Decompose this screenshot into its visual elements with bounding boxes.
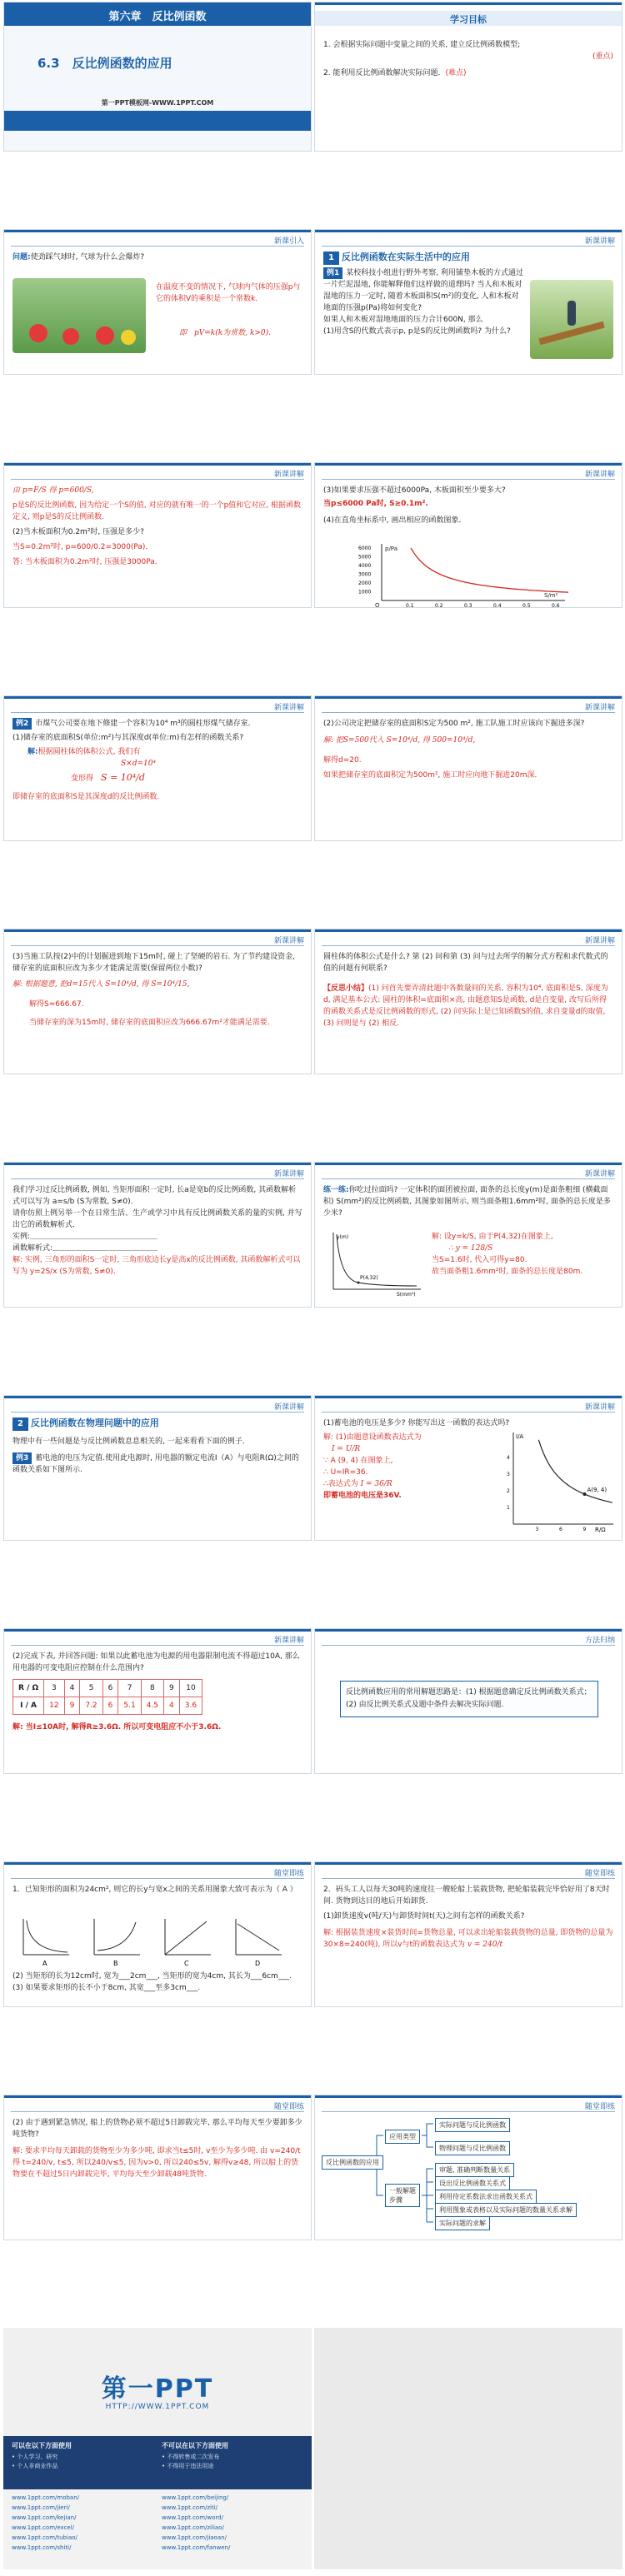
goal-1: 1. 会根据实际问题中变量之间的关系, 建立反比例函数模型; [323, 41, 521, 49]
usage-allowed-title: 可以在以下方面使用 [12, 2442, 72, 2449]
example-text: 蓄电池的电压为定值.使用此电源时, 用电器的额定电流I（A）与电阻R(Ω)之间的函数关系如下图所示. [12, 1454, 299, 1474]
summary-slide [314, 2095, 622, 2240]
x-tick-label: 0.5 [522, 603, 531, 607]
x-tick-label: 0.3 [464, 603, 472, 607]
solution3-slide [3, 929, 312, 1074]
intro-header: 新课引入 [273, 237, 304, 246]
usage-allowed-item: • 个人非商业作品 [12, 2463, 58, 2469]
x-axis-label: S(mm²) [397, 1292, 416, 1298]
point-a-label: A(9, 4) [587, 1487, 608, 1493]
choice-c-label: C [184, 1960, 189, 1967]
footer-links [12, 2494, 303, 2551]
noodle-graph [325, 1231, 425, 1298]
footer-logo: 第一PPT [101, 2374, 214, 2404]
answer-conclusion: 当储存室的深为15m时, 储存室的底面积应改为666.67m²才能满足需要． [29, 1019, 275, 1027]
answer-substitution: 解: 把S=500代入 S=10⁴/d, 得 500=10⁴/d, [323, 736, 476, 745]
answer-label: 解: [28, 748, 38, 756]
choice-c-graph [165, 1919, 211, 1967]
formula-line: 由 p=F/S 得 p=600/S, [12, 486, 94, 495]
answer-conclusion: 即储存室的底面积S是其深度d的反比例函数． [12, 793, 165, 801]
goal-2: 2. 能利用反比例函数解决实际问题． [323, 69, 446, 77]
goals-title: 学习目标 [450, 14, 487, 25]
section-title: 反比例函数在物理问题中的应用 [30, 1418, 159, 1428]
answer-solve: 解得S≈666.67. [29, 1000, 84, 1009]
answer-line-4: ∴表达式为 [323, 1480, 358, 1488]
x-tick-label: 9 [582, 1527, 587, 1532]
choice-a-label: A [42, 1960, 48, 1967]
chapter-title: 第六章 反比例函数 [108, 11, 207, 23]
lecture-header: 新课讲解 [273, 1170, 304, 1178]
question-2: (2)公司决定把储存室的底面积S定为500 m², 施工队施工时应该向下掘进多深? [323, 720, 585, 728]
section-number: 2 [12, 1418, 28, 1431]
formula-blank: 函数解析式:＿＿＿＿＿＿＿＿＿＿＿＿＿＿ [12, 1244, 158, 1253]
tree-leaf: 利用图象或表格以及实际问题的数量关系求解 [435, 2203, 577, 2217]
answer-calc: 当S=1.6时, 代入可得y=80. [432, 1256, 528, 1264]
choice-d-label: D [255, 1960, 261, 1967]
blank-slide [314, 2328, 622, 2569]
answer-substitution: 解: 根据题意, 把d=15代入 S=10⁴/d, 得 S=10⁴/15, [12, 980, 190, 989]
lesson-title: 6.3 反比例函数的应用 [38, 56, 172, 71]
question-1: (1)用含S的代数式表示p, p是S的反比例函数吗? 为什么? [323, 327, 511, 336]
usage-forbidden-title: 不可以在以下方面使用 [162, 2442, 228, 2449]
table-slide [3, 1628, 312, 1774]
x-tick-label: 3 [535, 1527, 539, 1532]
section-number: 1 [323, 252, 339, 265]
method-box: 反比例函数应用的常用解题思路是：(1) 根据题意确定反比例函数关系式；(2) 由反比例关系式及题中条件去解决实际问题. [340, 1681, 598, 1717]
exercise-2-formula: v = 240/t [467, 1941, 503, 1949]
answer-formula: ∴ y = 128/S [448, 1244, 493, 1253]
answer-setup: 解: 设y=k/S, 由于P(4,32)在图象上, [432, 1233, 553, 1241]
lecture-header: 新课讲解 [584, 237, 615, 246]
answer-line-2: ∵ A (9, 4) 在图象上, [323, 1457, 393, 1465]
tree-leaf: 物理问题与反比例函数 [435, 2141, 510, 2155]
table-cell: I / A [13, 1697, 44, 1715]
question-2: (2)完成下表, 并回答问题: 如果以此蓄电池为电源的用电器限制电流不得超过10A, 那么用电器的可变电阻应控制在什么范围内? [12, 1652, 300, 1672]
x-axis-label: R/Ω [595, 1527, 606, 1533]
tree-leaf: 实际问题的求解 [435, 2216, 490, 2230]
y-tick-label: 4 [507, 1455, 510, 1461]
y-axis-label: I/A [516, 1433, 524, 1440]
balloon-photo [12, 278, 146, 353]
resistance-row [13, 1680, 202, 1697]
formula-2: I = 36/R [360, 1480, 392, 1488]
pressure-graph [357, 542, 573, 607]
goals-slide [314, 2, 622, 152]
calculation: 当S=0.2m²时, p=600/0.2=3000(Pa)． [12, 543, 153, 551]
usage-allowed-item: • 个人学习、研究 [12, 2454, 58, 2460]
table-cell: 9 [64, 1697, 80, 1715]
exercise-1-part-3: (3) 如果要求矩形的长不小于8cm, 其宽___至多3cm___. [12, 1984, 201, 1992]
answer-text: 解: 实例, 三角形的面积S一定时, 三角形底边长y是高x的反比例函数, 其函数解析式可以写为 y=2S/x (S为常数, S≠0)． [12, 1256, 301, 1276]
footer-link[interactable]: www.1ppt.com/jieri/ [12, 2504, 70, 2511]
source-text: 第一PPT模板网-WWW.1PPT.COM [101, 99, 214, 107]
intro-slide [3, 229, 312, 375]
table-cell: 4 [164, 1697, 180, 1715]
table-cell: 6 [102, 1680, 118, 1697]
table-cell: 4.5 [141, 1697, 163, 1715]
table-cell: 9 [164, 1680, 180, 1697]
question-1: (1)储存室的底面积S(单位:m²)与其深度d(单位:m)有怎样的函数关系? [12, 734, 244, 742]
question-2: (2)当木板面积为0.2m²时, 压强是多少? [12, 528, 144, 536]
method-slide [314, 1628, 622, 1774]
table-cell: 3.6 [179, 1697, 202, 1715]
table-cell: 4 [64, 1680, 80, 1697]
usage-forbidden-item: • 不得用于违法用途 [162, 2463, 214, 2469]
answer-line-3: ∴ U=IR=36. [323, 1468, 368, 1477]
exercise-1-part-2: (2) 当矩形的长为12cm时, 宽为___2cm___, 当矩形的宽为4cm, 其长为___6cm___. [12, 1972, 292, 1981]
choice-b-label: B [113, 1960, 118, 1967]
task-text: 请你仿照上例另举一个在日常生活、生产或学习中具有反比例函数关系的量的实例, 并写出它的函数解析式． [12, 1209, 302, 1229]
x-tick-label: 0.4 [493, 603, 502, 607]
exercise-2-part-2-answer: 解: 要求平均每天卸载的货物至少为多少吨, 即求当t≤5时, v至少为多少吨. 由 v=240/t 得 t=240/v, t≤5, 所以240/v≤5, 因为v>0, 所以240≤5v, 解得v≥48, 所以船上的货物要在不超过5日内卸载完毕, 平均每天至少卸载48吨货物. [12, 2147, 301, 2179]
example-label: 例2 [12, 718, 32, 730]
table-cell: 7 [118, 1680, 141, 1697]
lecture-header: 新课讲解 [273, 704, 304, 712]
cover-slide [3, 2, 312, 152]
goal-1-tag: (重点) [592, 52, 613, 61]
section-title: 反比例函数在实际生活中的应用 [341, 252, 470, 262]
exercise2-slide [314, 1861, 622, 2007]
exercise-1-question: 1．已知矩形的面积为24cm², 则它的长y与宽x之间的关系用图象大致可表示为（ A ） [12, 1886, 298, 1894]
reflection-title: 【反思小结】 [323, 984, 369, 993]
lecture-header: 新课讲解 [584, 1170, 615, 1178]
table-cell: 10 [179, 1680, 202, 1697]
practice-example-slide [3, 1162, 312, 1308]
lecture-header: 新课讲解 [273, 471, 304, 479]
origin-label: O [375, 602, 380, 607]
current-table [12, 1679, 202, 1715]
reflection-text: (1) 问首先要弄清此题中各数量间的关系, 容积为10⁴, 底面积是S, 深度为d, 满足基本公式: 圆柱的体积=底面积×高, 由题意知S是函数, d是自变量, 改写后所得的函数关系式是反比例函数的形式, (2) 问实际上是已知函数S的值, 求自变量d的取值, (3) 问则是与 (2) 相反． [323, 984, 608, 1028]
footer-link[interactable]: www.1ppt.com/moban/ [12, 2494, 80, 2501]
physics-intro-slide [3, 1395, 312, 1541]
choice-graphs [19, 1917, 294, 1967]
answer-line-2: S×d=10⁴ [121, 760, 157, 768]
current-row [13, 1697, 202, 1715]
tree-leaf: 利用待定系数法求出函数关系式 [435, 2190, 537, 2204]
point-p [358, 1282, 360, 1284]
table-cell: 7.2 [80, 1697, 102, 1715]
usage-forbidden-item: • 不得转售或二次发布 [162, 2454, 220, 2460]
question-text: 使劲踩气球时, 气球为什么会爆炸? [30, 253, 145, 262]
tree-branch-types: 应用类型 [385, 2130, 420, 2144]
instance-blank: 实例:＿＿＿＿＿＿＿＿＿＿＿＿＿＿＿＿＿ [12, 1233, 158, 1241]
footer-link[interactable]: www.1ppt.com/tubiao/ [12, 2534, 78, 2541]
choice-b-graph [94, 1919, 140, 1967]
graph1-slide [314, 462, 622, 608]
question-1: (1)蓄电池的电压是多少? 你能写出这一函数的表达式吗? [323, 1419, 510, 1428]
section-intro: 物理中有一些问题是与反比例函数息息相关的, 一起来看看下面的例子． [12, 1437, 250, 1446]
footer-link[interactable]: www.1ppt.com/excel/ [12, 2524, 75, 2531]
exercise2b-slide [3, 2095, 312, 2240]
reflection-question: 圆柱体的体积公式是什么? 第 (2) 问和第 (3) 问与过去所学的解分式方程和求代数式的值的问题有何联系? [323, 953, 608, 973]
footer-link[interactable]: www.1ppt.com/fanwen/ [162, 2544, 231, 2551]
tree-leaf: 设出反比例函数关系式 [435, 2176, 510, 2190]
tree-root: 反比例函数的应用 [322, 2155, 383, 2170]
pv-formula: 即 pV=k(k为常数, k>0). [179, 329, 272, 337]
table-cell: 3 [44, 1680, 64, 1697]
table-cell: 6 [102, 1697, 118, 1715]
y-tick-label: 1000 [358, 589, 372, 595]
formula-1: I = U/R [332, 1445, 361, 1453]
solution1-slide [3, 462, 312, 608]
answer-line-1: 解: (1)由题意设函数表达式为 [323, 1433, 422, 1442]
noodle-slide [314, 1162, 622, 1308]
explanation: p是S的反比例函数, 因为给定一个S的值, 对应的就有唯一的一个p值和它对应, 根据函数定义, 则p是S的反比例函数． [12, 501, 302, 521]
practice-header: 随堂即练 [584, 1870, 615, 1878]
question-3: (3)如果要求压强不超过6000Pa, 木板面积至少要多大? [323, 486, 506, 495]
y-tick-label: 4000 [358, 563, 372, 569]
answer-line-3: 变形得 [71, 775, 94, 783]
table-cell: R / Ω [13, 1680, 44, 1697]
footer-link[interactable]: www.1ppt.com/shiti/ [12, 2544, 72, 2551]
y-tick-label: 2000 [358, 580, 372, 586]
example-text: 我们学习过反比例函数, 例如, 当矩形面积一定时, 长a是宽b的反比例函数, 其函数解析式可以写为 a=s/b (S为常数, S≠0). [12, 1186, 297, 1206]
x-tick-label: 0.2 [435, 603, 443, 607]
question-4: (4)在直角坐标系中, 画出相应的函数图象． [323, 516, 467, 525]
solution2-slide [314, 695, 622, 841]
y-axis-label: y(m) [337, 1234, 349, 1240]
practice-header: 随堂即练 [584, 2103, 615, 2111]
table-cell: 8 [141, 1680, 163, 1697]
footer-link[interactable]: www.1ppt.com/ziliao/ [162, 2524, 224, 2531]
answer-solve: 解得d=20. [323, 756, 362, 765]
point-p-label: P(4,32) [360, 1275, 378, 1281]
exercise-2-question: 2．码头工人以每天30吨的速度往一艘轮船上装载货物, 把轮船装载完毕恰好用了8天时间. 货物到达目的地后开始卸货. [323, 1886, 610, 1906]
answer-conclusion: 如果把储存室的底面积定为500m², 施工时应向地下掘进20m深． [323, 771, 542, 780]
practice-header: 随堂即练 [273, 2103, 304, 2111]
footer-link[interactable]: www.1ppt.com/ziti/ [162, 2504, 218, 2511]
y-tick-label: 3000 [358, 571, 372, 578]
answer-line-1: 根据圆柱体的体积公式, 我们有 [38, 748, 141, 756]
answer-text: 解: 当I≤10A时, 解得R≥3.6Ω. 所以可变电阻应不小于3.6Ω. [12, 1723, 222, 1731]
goal-2-tag: (难点) [445, 69, 467, 77]
footer-link[interactable]: www.1ppt.com/beijing/ [162, 2494, 229, 2501]
footer-slide [3, 2328, 312, 2569]
x-axis-label: S/m² [544, 592, 558, 599]
battery-slide [314, 1395, 622, 1541]
answer-conclusion: 故当面条粗1.6mm²时, 面条的总长度是80m. [432, 1268, 583, 1276]
example-text-2: 如果人和木板对湿地地面的压力合计600N, 那么 [323, 316, 483, 324]
reflection-slide [314, 929, 622, 1074]
example2-slide [3, 695, 312, 841]
x-tick-label: 0.1 [406, 603, 414, 607]
footer-link[interactable]: www.1ppt.com/kejian/ [12, 2514, 77, 2521]
lecture-header: 新课讲解 [584, 1403, 615, 1412]
y-tick-label: 3 [507, 1472, 510, 1477]
y-tick-label: 5000 [358, 554, 372, 561]
example-text: 某校科技小组进行野外考察, 利用铺垫木板的方式通过一片烂泥湿地, 你能解释他们这样做的道理吗? 当人和木板对湿地的压力一定时, 随着木板面积S(m²)的变化, 人和木板对地面的压强p(Pa)将如何变化? [323, 269, 523, 312]
s-formula: S = 10⁴/d [101, 772, 145, 783]
x-tick-label: 6 [559, 1527, 562, 1532]
example-label: 例1 [323, 267, 342, 279]
example-label: 例3 [12, 1452, 32, 1464]
practice-label: 练一练: [323, 1186, 349, 1194]
x-tick-label: 0.6 [552, 603, 560, 607]
example-text: 市煤气公司要在地下修建一个容积为10⁴ m³的圆柱形煤气储存室． [35, 720, 256, 728]
footer-link[interactable]: www.1ppt.com/word/ [162, 2514, 223, 2521]
tree-branch-steps: 一般解题步骤 [385, 2184, 420, 2207]
lecture-header: 新课讲解 [273, 1403, 304, 1412]
example1-slide [314, 229, 622, 375]
table-cell: 5.1 [118, 1697, 141, 1715]
lecture-header: 新课讲解 [273, 1637, 304, 1645]
tree-leaf: 实际问题与反比例函数 [435, 2118, 510, 2132]
question-3: (3)当施工队按(2)中的计划掘进到地下15m时, 碰上了坚硬的岩石. 为了节约建设资金, 储存室的底面积应改为多少才能满足需要(保留两位小数)? [12, 953, 296, 973]
lecture-header: 新课讲解 [273, 937, 304, 945]
lecture-header: 新课讲解 [584, 704, 615, 712]
pressure-curve [411, 548, 568, 592]
summary-header: 方法归纳 [584, 1637, 615, 1645]
exercise1-slide [3, 1861, 312, 2007]
answer-3: 当p≤6000 Pa时, S≥0.1m². [323, 500, 428, 508]
question-label: 问题: [12, 253, 31, 262]
answer-text: 在温度不变的情况下, 气球内气体的压强p与它的体积V的乘积是一个常数k． [156, 283, 301, 303]
lecture-header: 新课讲解 [584, 471, 615, 479]
y-axis-label: p/Pa [385, 546, 398, 552]
table-cell: 5 [80, 1680, 102, 1697]
y-tick-label: 2 [507, 1488, 510, 1494]
y-tick-label: 6000 [358, 546, 372, 551]
choice-d-graph [236, 1919, 282, 1967]
footer-link[interactable]: www.1ppt.com/jiaoan/ [162, 2534, 227, 2541]
answer-conclusion: 即蓄电池的电压是36V. [323, 1492, 402, 1500]
practice-text: 你吃过拉面吗? 一定体积的面团被拉面, 面条的总长度y(m)是面条粗细 (横截面积) S(mm²)的反比例函数, 其图象如图所示, 则当面条粗1.6mm²时, 面条的总长度是多少米? [323, 1186, 611, 1218]
answer: 答: 当木板面积为0.2m²时, 压强是3000Pa． [12, 558, 162, 566]
practice-header: 随堂即练 [273, 1870, 304, 1878]
exercise-2-answer: 解: 根据装货速度×装货时间=货物总量, 可以求出轮船装载货物的总量, 即货物的总量为30×8=240(吨), 所以v与t的函数表达式为 [323, 1929, 613, 1949]
exercise-2-part-2: (2) 由于遇到紧急情况, 船上的货物必须不超过5日卸载完毕, 那么平均每天至少要卸多少吨货物? [12, 2119, 302, 2139]
y-tick-label: 1 [507, 1505, 510, 1511]
exercise-2-part-1: (1)卸货速度v(吨/天)与卸货时间t(天)之间有怎样的函数关系? [323, 1912, 525, 1921]
current-graph [497, 1431, 618, 1535]
swamp-illustration [530, 280, 613, 359]
lecture-header: 新课讲解 [584, 937, 615, 945]
footer-url: HTTP://WWW.1PPT.COM [105, 2403, 210, 2411]
point-a [583, 1492, 587, 1496]
choice-a-graph [23, 1919, 69, 1967]
table-cell: 12 [44, 1697, 64, 1715]
tree-leaf: 审题, 准确判断数量关系 [435, 2163, 514, 2177]
